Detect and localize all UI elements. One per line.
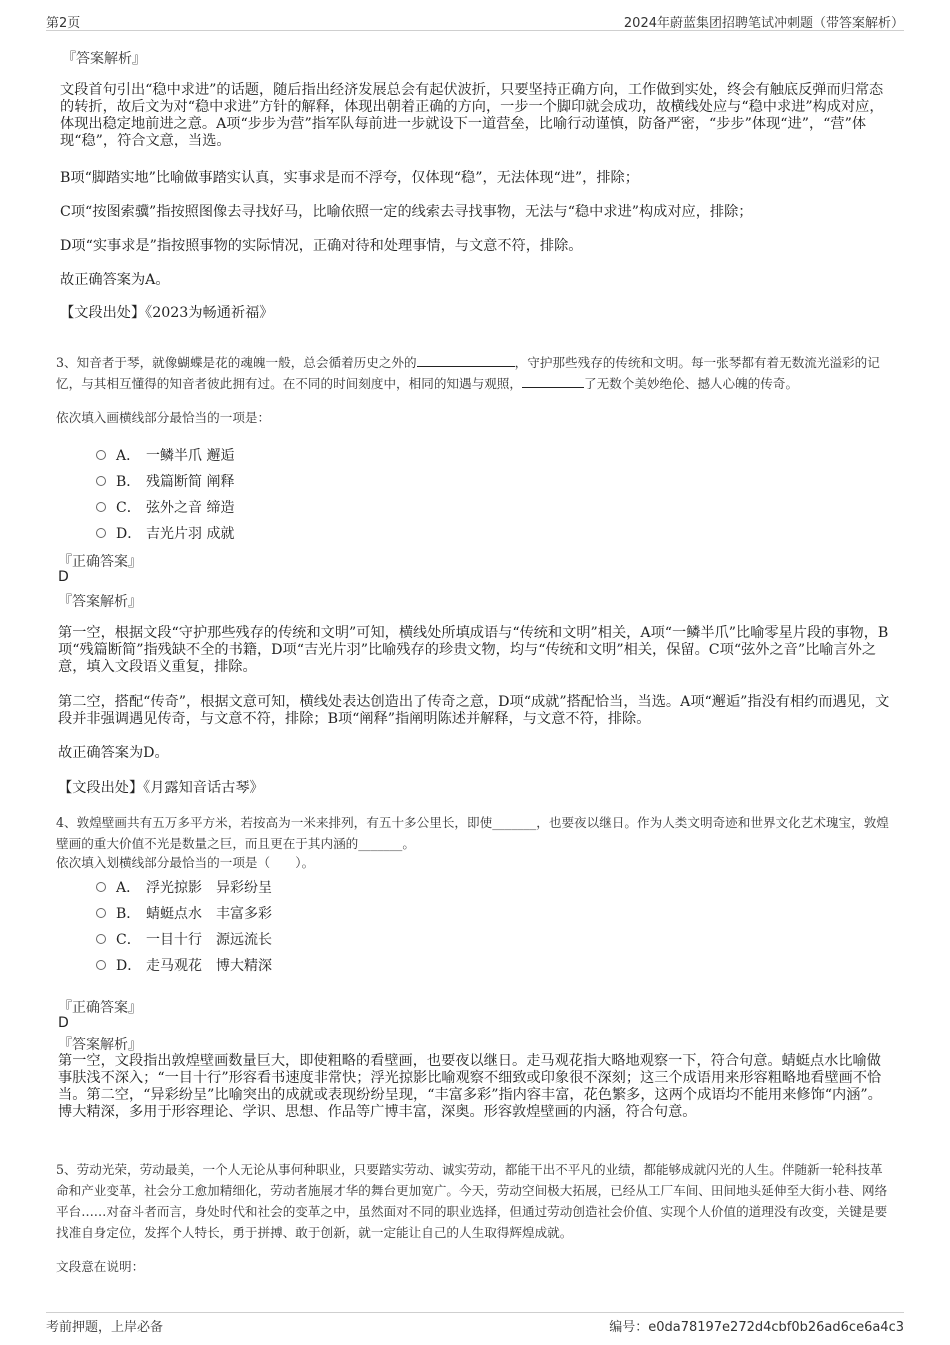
footer-slogan: 考前押题，上岸必备 bbox=[46, 1320, 164, 1335]
page-number: 第2页 bbox=[46, 16, 81, 31]
radio-icon[interactable] bbox=[96, 882, 106, 892]
q3-stem-part3: 了无数个美妙绝伦、撼人心魄的传奇。 bbox=[583, 376, 799, 391]
document-title: 2024年蔚蓝集团招聘笔试冲刺题（带答案解析） bbox=[623, 16, 904, 31]
q3-prompt: 依次填入画横线部分最恰当的一项是： bbox=[56, 410, 271, 425]
q3-option-a[interactable]: A． 一鳞半爪 邂逅 bbox=[96, 445, 234, 465]
q3-blank-1 bbox=[417, 354, 515, 367]
q4-option-d[interactable]: D． 走马观花 博大精深 bbox=[96, 955, 272, 975]
q2-analysis-p3: C项“按图索骥”指按照图像去寻找好马，比喻依照一定的线索去寻找事物，无法与“稳中求进”构成对应，排除； bbox=[60, 204, 753, 220]
radio-icon[interactable] bbox=[96, 476, 106, 486]
radio-icon[interactable] bbox=[96, 502, 106, 512]
q3-option-b[interactable]: B． 残篇断简 阐释 bbox=[96, 471, 234, 491]
q3-blank-2 bbox=[522, 375, 584, 388]
q3-answer: D bbox=[58, 569, 69, 585]
q3-option-d[interactable]: D． 吉光片羽 成就 bbox=[96, 523, 234, 543]
q4-option-a[interactable]: A． 浮光掠影 异彩纷呈 bbox=[96, 877, 272, 897]
q4-prompt: 依次填入划横线部分最恰当的一项是（ ）。 bbox=[56, 855, 315, 870]
q4-answer-label: 『正确答案』 bbox=[58, 1000, 142, 1016]
document-code bbox=[609, 1316, 904, 1335]
q3-conclusion: 故正确答案为D。 bbox=[58, 745, 169, 761]
q4-analysis-label: 『答案解析』 bbox=[58, 1037, 142, 1053]
document-code-value: e0da78197e272d4cbf0b26ad6ce6a4c3 bbox=[648, 1320, 904, 1335]
page-header bbox=[46, 0, 904, 31]
q3-stem-part2: ，守护那些残存的传统和文明。每一张琴都有着无数流光溢彩的记忆，与其相互懂得的知音者彼此拥有过。在不同的时间刻度中，相同的知遇与观照， bbox=[56, 355, 880, 391]
q2-analysis-p1: 文段首句引出“稳中求进”的话题，随后指出经济发展总会有起伏波折，只要坚持正确方向，工作做到实处，终会有触底反弹而归常态的转折，故后文为对“稳中求进”方针的解释，体现出朝着正确的方向，一步一个脚印就会成功，故横线处应与“稳中求进”构成对应，体现出稳定地前进之意。A项“步步为营”指军队每前进一步就设下一道营垒，比喻行动谨慎，防备严密，“步步”体现“进”，“营”体现“稳”，符合文意，当选。 bbox=[60, 82, 884, 149]
radio-icon[interactable] bbox=[96, 450, 106, 460]
q2-conclusion: 故正确答案为A。 bbox=[60, 272, 170, 288]
q4-answer: D bbox=[58, 1015, 69, 1031]
q2-analysis-p2: B项“脚踏实地”比喻做事踏实认真，实事求是而不浮夸，仅体现“稳”，无法体现“进”，排除； bbox=[60, 170, 639, 186]
page-footer bbox=[46, 1312, 904, 1345]
q3-option-c[interactable]: C． 弦外之音 缔造 bbox=[96, 497, 234, 517]
radio-icon[interactable] bbox=[96, 960, 106, 970]
q5-stem: 5、劳动光荣，劳动最美，一个人无论从事何种职业，只要踏实劳动、诚实劳动，都能干出不平凡的业绩，都能够成就闪光的人生。伴随新一轮科技革命和产业变革，社会分工愈加精细化，劳动者施展才华的舞台更加宽广。今天，劳动空间极大拓展，已经从工厂车间、田间地头延伸至大街小巷、网络平台……对奋斗者而言，身处时代和社会的变革之中，虽然面对不同的职业选择，但通过劳动创造社会价值、实现个人价值的道理没有改变，关键是要找准自身定位，发挥个人特长，勇于拼搏、敢于创新，就一定能让自己的人生取得辉煌成就。 bbox=[56, 1162, 888, 1240]
radio-icon[interactable] bbox=[96, 908, 106, 918]
q4-analysis: 第一空，文段指出敦煌壁画数量巨大，即使粗略的看壁画，也要夜以继日。走马观花指大略地观察一下，符合句意。蜻蜓点水比喻做事肤浅不深入；“一目十行”形容看书速度非常快；浮光掠影比喻观察不细致或印象很不深刻；这三个成语用来形容粗略地看壁画不恰当。第二空，“异彩纷呈”比喻突出的成就或表现纷纷呈现，“丰富多彩”指内容丰富，花色繁多，这两个成语均不能用来修饰“内涵”。博大精深，多用于形容理论、学识、思想、作品等广博丰富，深奥。形容敦煌壁画的内涵，符合句意。 bbox=[58, 1053, 882, 1120]
q3-stem-part1: 3、知音者于琴，就像蝴蝶是花的魂魄一般，总会循着历史之外的 bbox=[56, 355, 417, 370]
q3-analysis-label: 『答案解析』 bbox=[58, 594, 142, 610]
q4-option-b[interactable]: B． 蜻蜓点水 丰富多彩 bbox=[96, 903, 272, 923]
q3-analysis-p2: 第二空，搭配“传奇”，根据文意可知，横线处表达创造出了传奇之意，D项“成就”搭配恰当，当选。A项“邂逅”指没有相约而遇见，文段并非强调遇见传奇，与文意不符，排除；B项“阐释”指阐明陈述并解释，与文意不符，排除。 bbox=[58, 694, 890, 727]
q4-option-c[interactable]: C． 一目十行 源远流长 bbox=[96, 929, 272, 949]
q2-analysis-p4: D项“实事求是”指按照事物的实际情况，正确对待和处理事情，与文意不符，排除。 bbox=[60, 238, 583, 254]
radio-icon[interactable] bbox=[96, 528, 106, 538]
q2-analysis-label: 『答案解析』 bbox=[62, 51, 146, 67]
radio-icon[interactable] bbox=[96, 934, 106, 944]
q3-source: 【文段出处】《月露知音话古琴》 bbox=[58, 780, 264, 796]
q3-stem bbox=[56, 352, 892, 394]
q4-stem: 4、敦煌壁画共有五万多平方米，若按高为一米来排列，有五十多公里长，即使_______，也要夜以继日。作为人类文明奇迹和世界文化艺术瑰宝，敦煌壁画的重大价值不光是数量之巨，而且更在于其内涵的_______。 bbox=[56, 815, 889, 851]
document-code-label: 编号： bbox=[609, 1320, 649, 1335]
q3-analysis-p1: 第一空，根据文段“守护那些残存的传统和文明”可知，横线处所填成语与“传统和文明”相关，A项“一鳞半爪”比喻零星片段的事物，B项“残篇断简”指残缺不全的书籍，D项“吉光片羽”比喻残存的珍贵文物，均与“传统和文明”相关，保留。C项“弦外之音”比喻言外之意，填入文段语义重复，排除。 bbox=[58, 625, 889, 675]
q3-answer-label: 『正确答案』 bbox=[58, 554, 142, 570]
q2-source: 【文段出处】《2023为畅通祈福》 bbox=[60, 305, 274, 321]
q5-prompt: 文段意在说明： bbox=[56, 1259, 145, 1274]
